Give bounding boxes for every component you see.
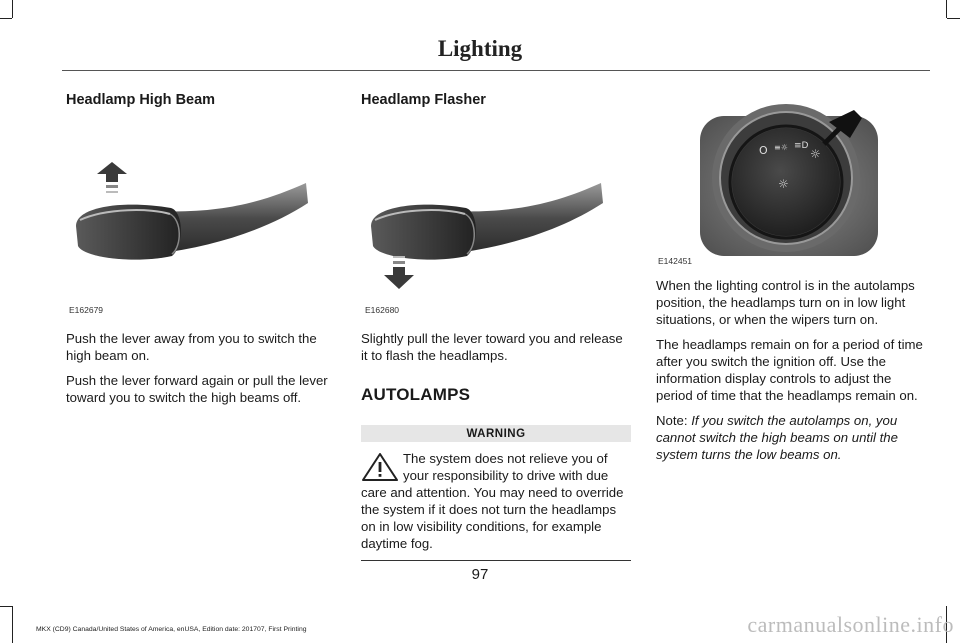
footer-edition: MKX (CD9) Canada/United States of America, enUSA, Edition date: 201707, First Printing [36, 626, 307, 633]
crop-mark [0, 18, 12, 19]
svg-text:☼: ☼ [810, 147, 821, 161]
crop-mark [12, 0, 13, 18]
paragraph: Slightly pull the lever toward you and release it to flash the headlamps. [361, 331, 623, 363]
section-heading-flasher: Headlamp Flasher [361, 92, 486, 108]
figure-code: E162680 [365, 305, 400, 315]
header-rule [62, 70, 930, 71]
lever-push-illustration [66, 108, 338, 313]
arrow-down-icon [384, 256, 414, 292]
high-beam-lever-figure [66, 108, 338, 313]
paragraph: Push the lever away from you to switch the high beam on. [66, 331, 317, 363]
crop-mark [946, 0, 947, 18]
warning-box [361, 425, 631, 561]
paragraph: The headlamps remain on for a period of time after you switch the ignition off. Use the information display controls to adjust the period of time that the headlamps remain on. [656, 337, 923, 403]
svg-text:≡D: ≡D [794, 141, 809, 151]
svg-text:≡☼: ≡☼ [774, 143, 788, 152]
figure-code: E142451 [658, 256, 693, 266]
column-flasher [361, 92, 631, 561]
watermark: carmanualsonline.info [747, 612, 954, 637]
note-label: Note: [656, 413, 688, 428]
crop-mark [0, 606, 12, 607]
svg-text:O: O [759, 144, 768, 157]
svg-text:☼: ☼ [778, 177, 789, 191]
arrow-up-icon [97, 162, 127, 198]
figure-code: E162679 [69, 305, 104, 315]
page-title: Lighting [437, 36, 523, 61]
warning-body [361, 450, 631, 552]
paragraph: Push the lever forward again or pull the lever toward you to switch the high beams off. [66, 373, 328, 405]
flasher-lever-figure [361, 108, 631, 313]
page-number: 97 [471, 566, 489, 583]
section-heading-autolamps: AUTOLAMPS [361, 385, 471, 404]
warning-text: The system does not relieve you of your responsibility to drive with due care and attention. You may need to override the system if it does not turn the headlamps on in low visibility conditions, for example daytime fog. [361, 451, 624, 551]
warning-rule [361, 560, 631, 561]
warning-triangle-icon [361, 452, 399, 482]
lighting-control-figure [656, 92, 930, 268]
lighting-knob-illustration [656, 92, 930, 268]
note [656, 412, 930, 463]
crop-mark [947, 18, 960, 19]
note-text: If you switch the autolamps on, you cannot switch the high beams on until the system turns the low beams on. [656, 413, 898, 462]
crop-mark [12, 606, 13, 643]
warning-label: WARNING [361, 425, 631, 442]
section-heading-high-beam: Headlamp High Beam [66, 92, 216, 108]
column-autolamps [656, 92, 930, 463]
paragraph: When the lighting control is in the autolamps position, the headlamps turn on in low light situations, or when the wipers turn on. [656, 278, 915, 327]
column-high-beam [66, 92, 338, 406]
